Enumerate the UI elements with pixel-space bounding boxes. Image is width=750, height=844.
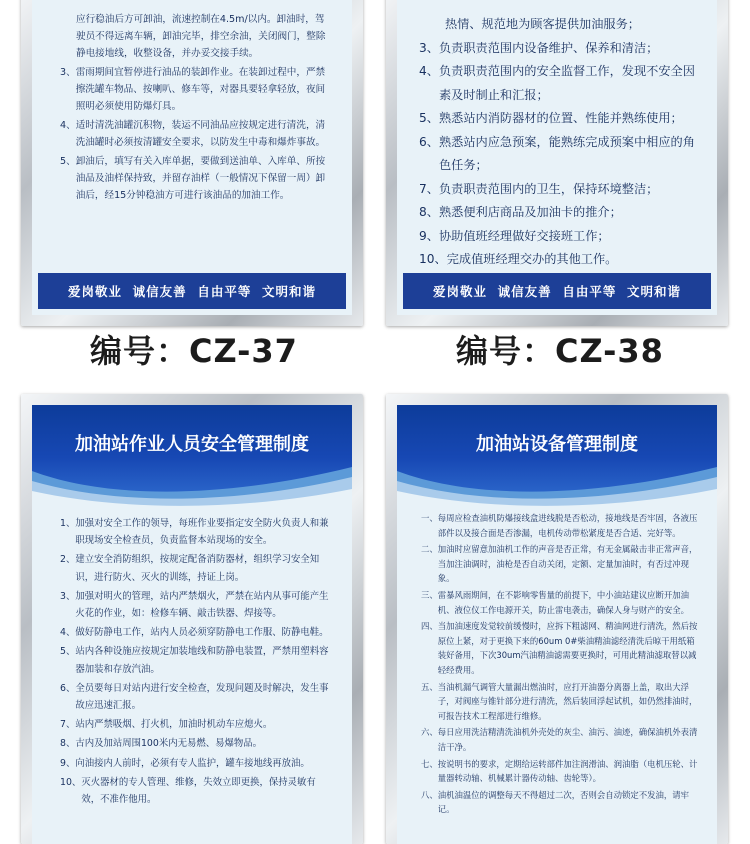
list-item: 7、 站内严禁吸烟、打火机，加油时机动车应熄火。 xyxy=(60,719,273,731)
poster-board xyxy=(32,0,352,315)
list-item: 4、 适时清洗油罐沉积物，装运不同油品应按规定进行清洗，清洗油罐时必须按清罐安全要求，以防发生中毒和爆炸事故。 xyxy=(60,120,326,148)
poster-frame-cz37 xyxy=(21,0,363,326)
list-item: 应行稳油后方可卸油，流速控制在4.5m/以内。卸油时，驾驶员不得远离车辆，卸油完毕，排空余油，关闭阀门，整除静电接地线，收整设备，并办妥交接手续。 xyxy=(76,14,326,59)
rule-list xyxy=(397,511,717,817)
list-item: 1、 加强对安全工作的领导，每班作业要指定安全防火负责人和兼职现场安全检查员，负责监督本站现场的安全。 xyxy=(60,518,329,547)
poster-board xyxy=(32,405,352,844)
rule-list xyxy=(32,11,352,204)
poster-frame-cz38 xyxy=(386,0,728,326)
header-wave-decoration xyxy=(32,461,352,513)
product-code-cz37: 编号：CZ-37 xyxy=(90,332,298,370)
list-item: 3、 雷雨期间宜暂停进行油品的装卸作业。在装卸过程中，严禁擦洗罐车物品、按喇叭、修车等，对器具要轻拿轻放，夜间照明必须使用防爆灯具。 xyxy=(60,67,326,112)
list-item: 六、 每日应用洗洁精清洗油机外壳处的灰尘、油污、油迹，确保油机外表清洁干净。 xyxy=(421,727,698,752)
list-item: 6、 熟悉站内应急预案，能熟练完成预案中相应的角色任务； xyxy=(419,134,695,172)
list-item: 七、 按说明书的要求，定期给运转部件加注润滑油、润油脂（电机压轮、计量器转动轴、机械累计器传动轴、齿轮等）。 xyxy=(421,758,698,784)
list-item: 3、 负责职责范围内设备维护、保养和清洁； xyxy=(419,40,659,55)
list-item: 6、 全员要每日对站内进行安全检查，发现问题及时解决，发生事故应迅速汇报。 xyxy=(60,682,329,712)
poster-title: 加油站设备管理制度 xyxy=(476,434,638,455)
list-item: 10、 灭火器材的专人管理、维修，失效立即更换，保持灵敏有效，不准作他用。 xyxy=(60,776,316,806)
poster-header xyxy=(32,405,352,493)
list-item: 5、 熟悉站内消防器材的位置、性能并熟练使用； xyxy=(419,111,683,125)
poster-title: 加油站作业人员安全管理制度 xyxy=(75,434,309,455)
duty-list xyxy=(397,13,717,272)
list-item: 5、 站内各种设施应按规定加装地线和防静电装置，严禁用塑料容器加装和存放汽油。 xyxy=(60,646,329,675)
list-item: 8、 古内及加站周围100米内无易燃、易爆物品。 xyxy=(60,738,262,750)
slogan-footer: 爱岗敬业 诚信友善 自由平等 文明和谐 xyxy=(38,273,346,309)
list-item: 四、 当加油速度发觉较前缓慢时，应拆下粗滤网、精油网进行清洗，然后按原位上紧，对于更换下来的60um 0#柴油精油滤经清洗后晾干用纸箱装好备用，下次30um汽油精油滤需要更换时，可用此精油滤取替以减轻经费用。 xyxy=(421,621,698,675)
list-item: 2、 建立安全消防组织，按规定配备消防器材，组织学习安全知识，进行防火、灭火的训练，持证上岗。 xyxy=(60,554,320,583)
poster-frame-safety xyxy=(21,394,363,844)
list-item: 10、 完成值班经理交办的其他工作。 xyxy=(419,252,618,266)
list-item: 9、 向油接内人前时，必须有专人监护，罐车接地线再放油。 xyxy=(60,757,310,769)
poster-board xyxy=(397,0,717,315)
list-item: 4、 负责职责范围内的安全监督工作，发现不安全因素及时制止和汇报； xyxy=(419,64,695,102)
list-item: 5、 卸油后，填写有关入库单据，要做到送油单、入库单、所按油品及油样保持致，并留存油样（一般情况下保留一周）卸油后，经15分钟稳油方可进行该油品的加油工作。 xyxy=(60,156,326,201)
list-item: 一、 每周应检查油机防爆接线盒进线脱是否松动，接地线是否牢固，各液压部件以及接合面是否渗漏，电机传动带松紧度是否合适、完好等。 xyxy=(421,513,698,538)
slogan-footer: 爱岗敬业 诚信友善 自由平等 文明和谐 xyxy=(403,273,711,309)
list-item: 3、 加强对明火的管理，站内严禁烟火，严禁在站内从事可能产生火花的作业，如：检修车辆、敲击铁器、焊接等。 xyxy=(60,590,329,620)
poster-header xyxy=(397,405,717,493)
list-item: 热情、规范地为顾客提供加油服务； xyxy=(445,17,640,31)
list-item: 三、 雷暴风雨期间，在不影响零售量的前提下，中小油站建议应断开加油机、液位仪工作电源开关，防止雷电袭击，确保人身与财产的安全。 xyxy=(421,589,689,615)
list-item: 9、 协助值班经理做好交接班工作； xyxy=(419,228,610,243)
poster-frame-equipment xyxy=(386,394,728,844)
poster-board xyxy=(397,405,717,844)
product-code-cz38: 编号：CZ-38 xyxy=(456,332,664,370)
rule-list xyxy=(32,515,352,808)
list-item: 4、 做好防静电工作，站内人员必须穿防静电工作服、防静电鞋。 xyxy=(60,627,329,639)
list-item: 7、 负责职责范围内的卫生，保持环境整洁； xyxy=(419,181,659,196)
header-wave-decoration xyxy=(397,461,717,513)
list-item: 五、 当油机漏气调管大量漏出燃油时，应打开油器分离器上盖，取出大浮子，对阀座与锥针部分进行清洗，然后装回浮起试机，如仍然排油时，可报告技术工程部进行维修。 xyxy=(421,681,698,721)
list-item: 8、 熟悉便利店商品及加油卡的推介； xyxy=(419,205,622,219)
list-item: 二、 加油时应留意加油机工作的声音是否正常，有无金属敲击非正常声音，当加注油调时，油枪是否自动关闭，定额、定量加油时，有否过冲现象。 xyxy=(421,544,698,584)
list-item: 八、 油机油温位的调整每天不得超过二次，否则会自动锁定不发油，请牢记。 xyxy=(421,789,689,815)
